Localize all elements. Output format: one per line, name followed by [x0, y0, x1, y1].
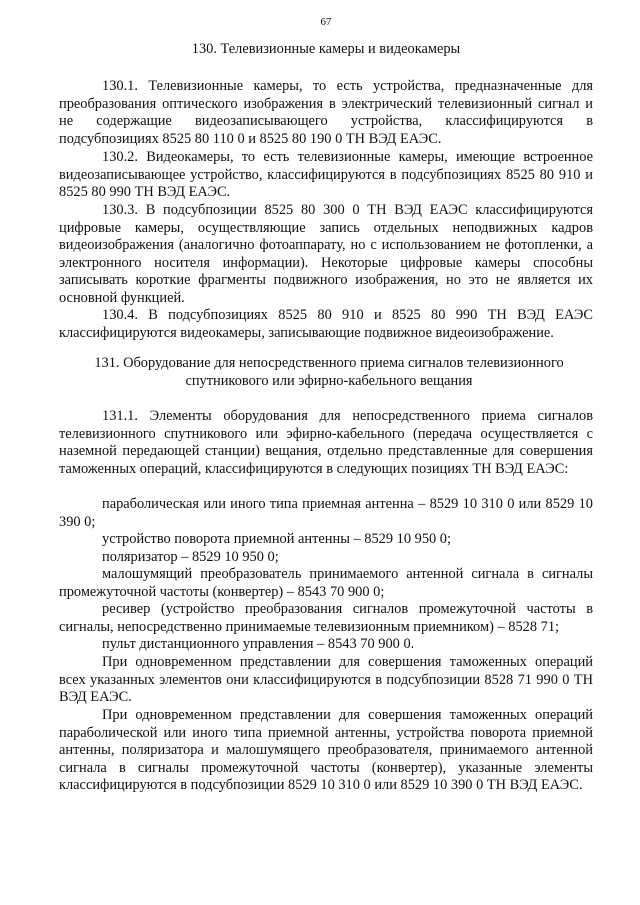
list-item-remote-control: пульт дистанционного управления – 8543 70 900 0.: [102, 636, 415, 652]
list-item-receiver: ресивер (устройство преобразования сигналов промежуточной частоты в сигналы, непосредственно принимаемые телевизионным приемником) – 8528 71;: [59, 601, 593, 635]
paragraph-130-1: 130.1. Телевизионные камеры, то есть устройства, предназначенные для преобразования оптического изображения в электрический телевизионный сигнал и не содержащие видеозаписывающего устройства, классифицируются в подсубпозициях 8525 80 110 0 и 8525 80 190 0 ТН ВЭД ЕАЭС.: [59, 78, 593, 147]
paragraph-131-2: При одновременном представлении для совершения таможенных операций всех указанных элементов они классифицируются в подсубпозиции 8528 71 990 0 ТН ВЭД ЕАЭС.: [59, 654, 593, 705]
paragraph-131-1: 131.1. Элементы оборудования для непосредственного приема сигналов телевизионного спутникового или эфирно-кабельного (передача осуществляется с наземной передающей станции) вещания, отдельно представленные для совершения таможенных операций, классифицируются в следующих позициях ТН ВЭД ЕАЭС:: [59, 408, 593, 477]
paragraph-131-3: При одновременном представлении для совершения таможенных операций параболической или иного типа приемной антенны, устройства поворота приемной антенны, поляризатора и малошумящего преобразователя, принимаемого антенной сигнала в сигналы промежуточной частоты (конвертер), указанные элементы классифицируются в подсубпозиции 8529 10 310 0 или 8529 10 390 0 ТН ВЭД ЕАЭС.: [59, 707, 593, 793]
paragraph-130-2: 130.2. Видеокамеры, то есть телевизионные камеры, имеющие встроенное видеозаписывающее устройство, классифицируются в подсубпозициях 8525 80 910 и 8525 80 990 ТН ВЭД ЕАЭС.: [59, 149, 593, 200]
paragraph-130-4: 130.4. В подсубпозициях 8525 80 910 и 8525 80 990 ТН ВЭД ЕАЭС классифицируются видеокамеры, записывающие подвижное видеоизображение.: [59, 307, 593, 341]
section-131-title-line-1: 131. Оборудование для непосредственного приема сигналов телевизионного: [94, 355, 564, 371]
page-number: 67: [320, 16, 332, 28]
list-item-antenna-rotator: устройство поворота приемной антенны – 8529 10 950 0;: [102, 531, 452, 547]
paragraph-130-3: 130.3. В подсубпозиции 8525 80 300 0 ТН ВЭД ЕАЭС классифицируются цифровые камеры, осуществляющие запись отдельных неподвижных кадров видеоизображения (аналогично фотоаппарату, но с использованием не фотопленки, а электронного носителя информации). Некоторые цифровые камеры способны записывать короткие фрагменты подвижного изображения, но это не является их основной функцией.: [59, 202, 593, 306]
list-item-polarizer: поляризатор – 8529 10 950 0;: [102, 549, 279, 565]
list-item-converter: малошумящий преобразователь принимаемого антенной сигнала в сигналы промежуточной частоты (конвертер) – 8543 70 900 0;: [59, 566, 593, 600]
section-131-title-line-2: спутникового или эфирно-кабельного вещания: [185, 373, 473, 389]
list-item-antenna: параболическая или иного типа приемная антенна – 8529 10 310 0 или 8529 10 390 0;: [59, 496, 593, 530]
section-130-title: 130. Телевизионные камеры и видеокамеры: [191, 41, 461, 57]
